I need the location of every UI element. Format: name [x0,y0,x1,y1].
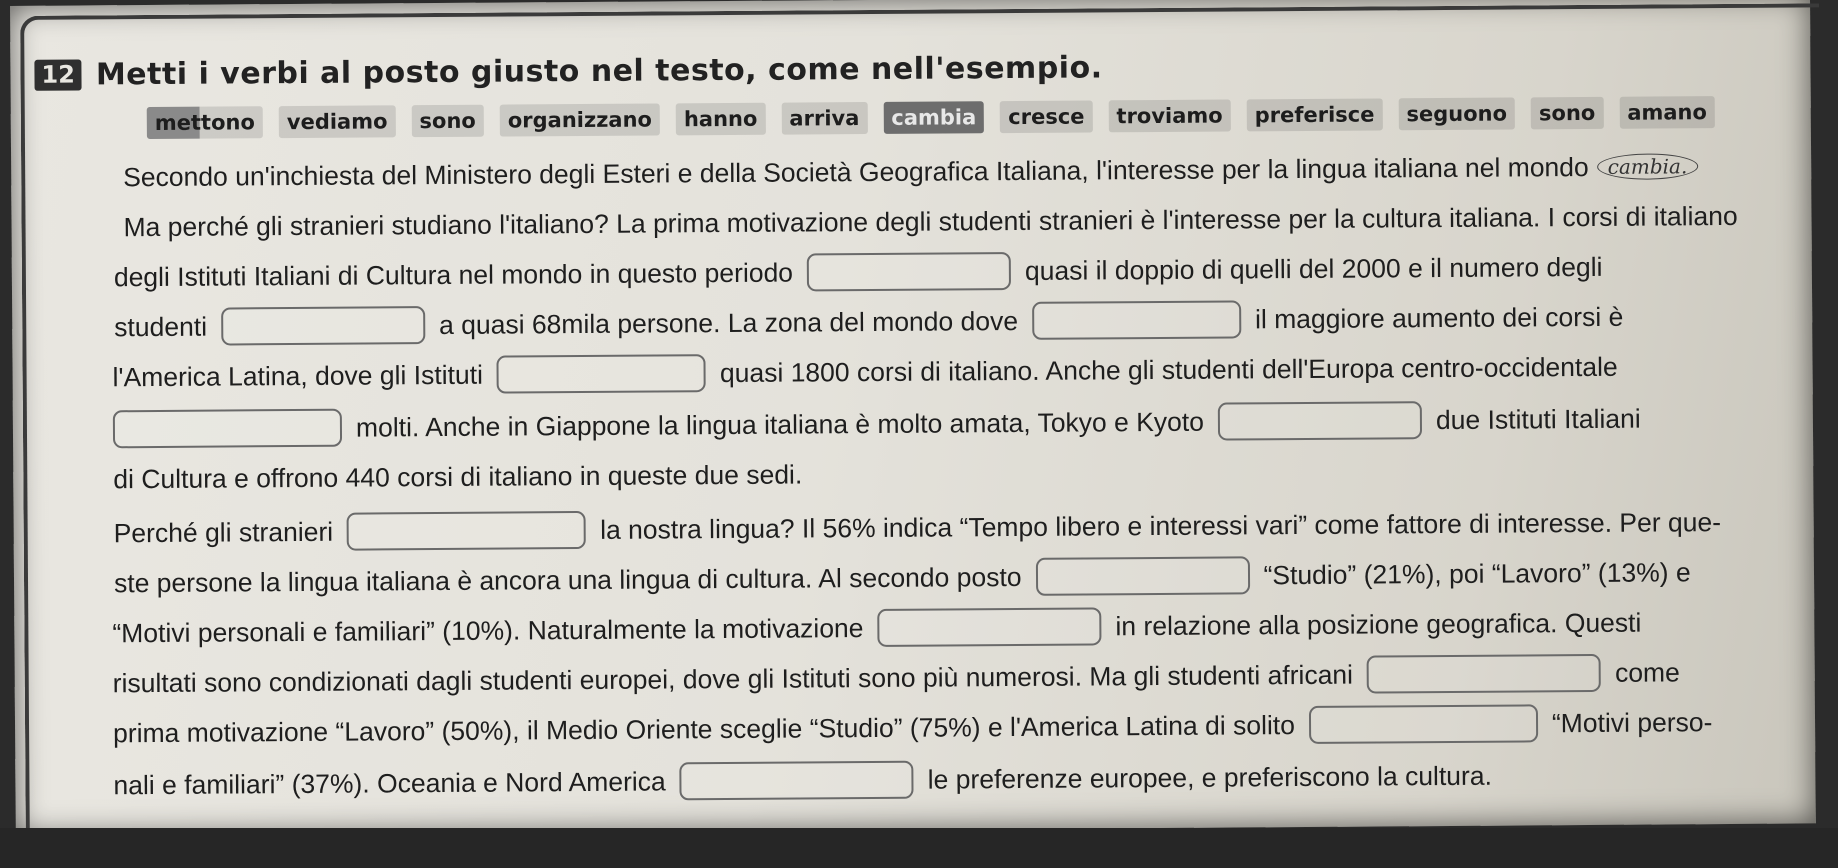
word-chip[interactable]: cresce [1000,100,1092,133]
text-segment: quasi il doppio di quelli del 2000 e il numero degli [1024,251,1603,286]
text-segment: il maggiore aumento dei corsi è [1254,301,1624,334]
text-segment: Ma perché gli stranieri studiano l'italiano? La prima motivazione degli studenti stranieri è l'interesse per la cultura italiana. I corsi di italiano [123,200,1738,242]
answer-blank[interactable] [1032,300,1241,339]
text-segment: in relazione alla posizione geografica. Questi [1115,607,1642,641]
text-segment: l'America Latina, dove gli Istituti [112,359,484,392]
exercise-title: Metti i verbi al posto giusto nel testo, come nell'esempio. [95,50,1103,93]
text-segment: “Motivi perso- [1551,706,1713,738]
text-segment: degli Istituti Italiani di Cultura nel mondo in questo periodo [113,257,794,292]
text-segment: due Istituti Italiani [1435,403,1641,435]
word-chip[interactable]: seguono [1398,97,1515,130]
answer-blank[interactable] [347,511,586,551]
text-segment: molti. Anche in Giappone la lingua italiana è molto amata, Tokyo e Kyoto [355,406,1205,443]
word-chip[interactable]: mettono [147,106,263,139]
text-segment: le preferenze europee, e preferiscono la cultura. [927,760,1493,795]
word-chip[interactable]: troviamo [1108,99,1230,132]
text-segment: quasi 1800 corsi di italiano. Anche gli studenti dell'Europa centro-occidentale [719,351,1618,388]
word-chip[interactable]: vediamo [279,105,396,138]
text-segment: “Studio” (21%), poi “Lavoro” (13%) e [1263,556,1691,590]
answer-blank[interactable] [497,354,706,393]
text-segment: nali e familiari” (37%). Oceania e Nord America [113,765,666,800]
answer-blank[interactable] [807,252,1011,291]
text-segment: come [1614,656,1680,688]
text-segment: “Motivi personali e familiari” (10%). Naturalmente la motivazione [112,612,864,648]
answer-blank[interactable] [1309,704,1538,744]
answer-blank[interactable] [680,761,914,801]
exercise-header [34,50,1102,92]
text-segment: di Cultura e offrono 440 corsi di italiano in queste due sedi. [113,458,803,494]
answer-blank[interactable] [1367,654,1601,694]
answer-blank[interactable] [221,306,425,345]
text-segment: studenti [114,311,208,342]
example-answer: cambia. [1597,153,1699,180]
word-chip[interactable]: sono [411,105,484,138]
word-chip[interactable]: arriva [781,102,867,135]
text-segment: Secondo un'inchiesta del Ministero degli Esteri e della Società Geografica Italiana, l'interesse per la lingua italiana nel mondo [123,151,1589,192]
textbook-page [10,0,1816,836]
word-chip-used[interactable]: cambia [883,101,984,134]
text-segment: Perché gli stranieri [113,516,334,548]
page-bottom-shadow [0,828,1838,868]
text-line [113,452,802,501]
answer-blank[interactable] [1035,556,1249,595]
text-segment: ste persone la lingua italiana è ancora una lingua di cultura. Al secondo posto [113,561,1022,598]
answer-blank[interactable] [877,607,1101,647]
text-segment: risultati sono condizionati dagli studenti europei, dove gli Istituti sono più numerosi. Ma gli studenti africani [112,659,1354,698]
word-chip[interactable]: sono [1531,97,1604,130]
exercise-number: 12 [34,60,82,91]
word-chip[interactable]: preferisce [1247,98,1383,131]
word-chip[interactable]: hanno [676,103,766,136]
answer-blank[interactable] [113,409,342,449]
text-segment: la nostra lingua? Il 56% indica “Tempo libero e interessi vari” come fattore di interesse. Per que- [600,506,1722,545]
text-segment: prima motivazione “Lavoro” (50%), il Medio Oriente sceglie “Studio” (75%) e l'America Latina di solito [112,709,1296,748]
text-segment: a quasi 68mila persone. La zona del mondo dove [438,305,1019,340]
answer-blank[interactable] [1218,401,1422,440]
word-chip[interactable]: amano [1619,96,1715,129]
word-chip[interactable]: organizzano [500,103,660,136]
